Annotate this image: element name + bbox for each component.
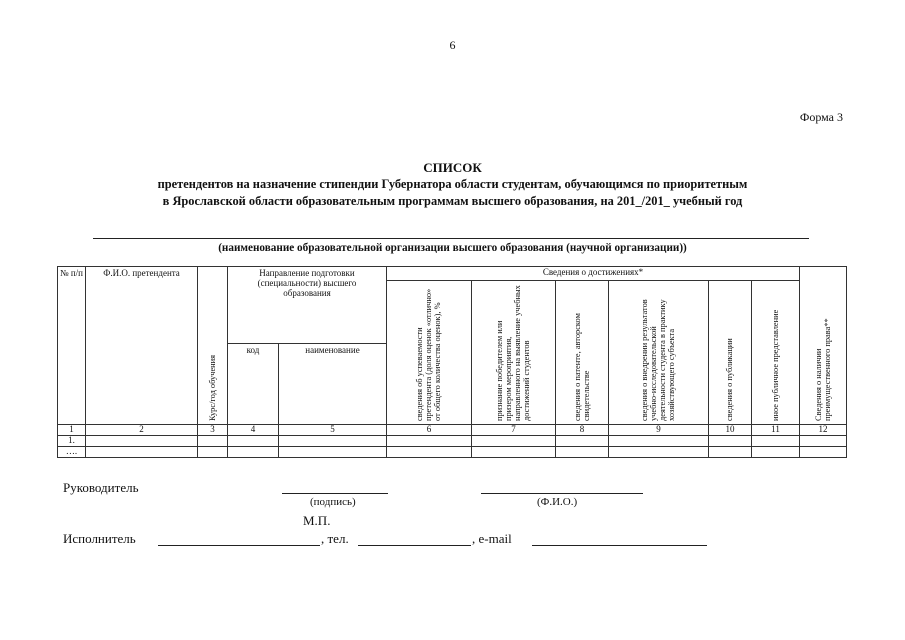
table-row [58,446,847,457]
table-cell[interactable] [228,435,279,446]
header-achievement-publication: сведения о публикации [709,281,752,425]
table-cell[interactable] [198,446,228,457]
header-achievement-patent: сведения о патенте, авторском свидетельстве [556,281,609,425]
header-code: код [228,344,279,425]
column-number: 9 [609,424,709,435]
column-number: 3 [198,424,228,435]
table-cell[interactable] [800,446,847,457]
table-cell[interactable] [709,435,752,446]
column-number: 12 [800,424,847,435]
table-cell[interactable] [556,446,609,457]
column-number: 10 [709,424,752,435]
phone-label: , тел. [321,531,349,546]
table-cell[interactable] [556,435,609,446]
email-line[interactable] [532,545,707,546]
table-cell[interactable] [198,435,228,446]
column-number: 5 [279,424,387,435]
phone-line[interactable] [358,545,471,546]
table-cell[interactable] [472,435,556,446]
page-number: 6 [449,38,456,52]
document-subtitle-line2: в Ярославской области образовательным программам высшего образования, на 201_/201_ учебный год [162,194,743,208]
executor-label: Исполнитель [63,531,136,546]
column-number: 8 [556,424,609,435]
header-name: наименование [279,344,387,425]
table-cell[interactable] [86,435,198,446]
email-label: , e-mail [472,531,512,546]
header-achievement-winner: признание победителем или призером мероприятия, направленного на выявление учебных достижений студентов [472,281,556,425]
header-course: Курс/год обучения [198,267,228,425]
column-number: 6 [387,424,472,435]
table-cell[interactable] [228,446,279,457]
column-number: 7 [472,424,556,435]
stamp-label: М.П. [303,513,331,528]
table-cell[interactable] [86,446,198,457]
signature-line[interactable] [282,493,388,494]
organization-name-line [93,238,809,239]
header-achievements: Сведения о достижениях* [387,267,800,281]
row-number: 1. [58,435,86,446]
table-cell[interactable] [609,446,709,457]
column-number: 2 [86,424,198,435]
table-cell[interactable] [279,446,387,457]
table-cell[interactable] [387,435,472,446]
signature-caption: (подпись) [310,496,356,508]
table-cell[interactable] [752,446,800,457]
column-number: 1 [58,424,86,435]
table-cell[interactable] [279,435,387,446]
column-number: 4 [228,424,279,435]
header-num: № п/п [58,267,86,425]
table-cell[interactable] [609,435,709,446]
head-label: Руководитель [63,480,139,495]
header-preferential: Сведения о наличии преимущественного права** [800,267,847,425]
executor-name-line[interactable] [158,545,320,546]
head-fio-line[interactable] [481,493,643,494]
fio-caption: (Ф.И.О.) [537,496,578,508]
header-direction: Направление подготовки (специальности) высшего образования [228,267,387,344]
table-cell[interactable] [387,446,472,457]
row-number: …. [58,446,86,457]
table-cell[interactable] [472,446,556,457]
organization-caption: (наименование образовательной организации высшего образования (научной организации)) [218,242,687,254]
column-number: 11 [752,424,800,435]
header-fio: Ф.И.О. претендента [86,267,198,425]
form-label: Форма 3 [799,110,843,124]
header-achievement-public: иное публичное представление [752,281,800,425]
header-achievement-implementation: сведения о внедрении результатов учебно-исследовательской деятельности студента в практику хозяйствующего субъекта [609,281,709,425]
document-subtitle-line1: претендентов на назначение стипендии Губернатора области студентам, обучающимся по приоритетным [157,177,748,191]
document-title: СПИСОК [423,160,482,175]
table-row [58,435,847,446]
header-achievement-grades: сведения об успеваемости претендента (доля оценок «отлично» от общего количества оценок), % [387,281,472,425]
table-cell[interactable] [709,446,752,457]
table-cell[interactable] [752,435,800,446]
table-cell[interactable] [800,435,847,446]
candidates-table [57,266,847,458]
column-numbers-row [58,424,847,435]
